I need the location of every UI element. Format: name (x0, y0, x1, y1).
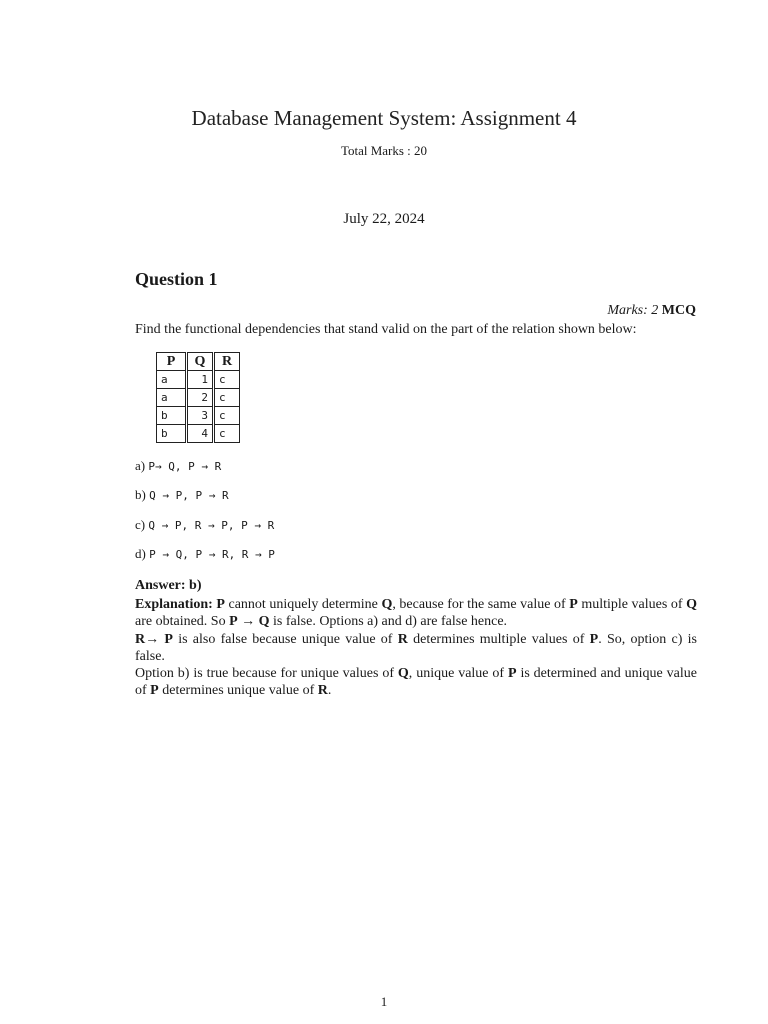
symbol: Q (381, 597, 393, 612)
explanation-text: determines multiple values of (407, 631, 590, 647)
option-text: Q → P, P → R (149, 489, 229, 502)
explanation-text: Option b) is true because for unique values of (135, 666, 398, 682)
table-cell: c (214, 407, 240, 425)
answer: Answer: b) (135, 578, 202, 593)
explanation-text: is determined and unique value of (135, 666, 697, 699)
total-marks: Total Marks : 20 (340, 143, 428, 158)
document-date: July 22, 2024 (343, 211, 425, 227)
symbol: P (229, 614, 238, 630)
explanation-text: . (327, 683, 332, 699)
explanation-text: , because for the same value of (392, 597, 570, 612)
option-c (135, 517, 274, 533)
explanation-text: → (145, 631, 165, 647)
table-row (157, 371, 240, 389)
explanation-text: is false. Options a) and d) are false hence. (269, 614, 508, 630)
question-type: MCQ (661, 303, 696, 318)
table-cell: 1 (187, 371, 214, 389)
table-cell: b (157, 407, 187, 425)
table-header-row (157, 353, 240, 371)
symbol: Q (258, 614, 270, 630)
explanation-label: Explanation: (135, 597, 213, 612)
symbol: P (164, 631, 173, 647)
explanation-text: . So, option c) is false. (135, 631, 698, 664)
table-cell: c (214, 389, 240, 407)
option-b (135, 487, 229, 503)
table-row (157, 425, 240, 443)
page-number: 1 (380, 994, 388, 1009)
symbol: R (397, 631, 408, 647)
option-label: b) (135, 487, 146, 502)
symbol: Q (397, 666, 409, 682)
table-cell: b (157, 425, 187, 443)
table-cell: 3 (187, 407, 214, 425)
explanation-text: multiple values of (577, 597, 687, 612)
option-text: P → Q, P → R, R → P (149, 548, 275, 561)
table-cell: c (214, 425, 240, 443)
option-label: d) (135, 546, 146, 561)
symbol: R (135, 631, 146, 647)
table-row (157, 407, 240, 425)
option-text: Q → P, R → P, P → R (148, 519, 275, 532)
symbol: P (216, 597, 225, 612)
symbol: Q (686, 597, 697, 612)
option-label: a) (135, 458, 146, 473)
explanation-text: are obtained. So (135, 614, 230, 630)
explanation-text: is also false because unique value of (172, 631, 398, 647)
option-d (135, 546, 275, 562)
marks-value: Marks: 2 (607, 303, 659, 318)
explanation-text: cannot uniquely determine (224, 597, 382, 612)
table-row (157, 389, 240, 407)
option-a (135, 458, 221, 474)
column-header: R (214, 353, 240, 371)
table-cell: a (157, 389, 187, 407)
explanation-text: determines unique value of (158, 683, 318, 699)
symbol: P (569, 597, 578, 612)
explanation-text: → (237, 614, 259, 630)
symbol: R (317, 683, 328, 699)
explanation (135, 596, 697, 700)
table-cell: 2 (187, 389, 214, 407)
explanation-text: , unique value of (408, 666, 508, 682)
table-cell: c (214, 371, 240, 389)
marks-label (607, 303, 696, 319)
option-label: c) (135, 517, 146, 532)
question-text: Find the functional dependencies that stand valid on the part of the relation shown below: (135, 322, 637, 337)
table-cell: a (157, 371, 187, 389)
column-header: Q (187, 353, 214, 371)
question-heading: Question 1 (135, 269, 218, 289)
symbol: P (150, 683, 159, 699)
column-header: P (157, 353, 187, 371)
relation-table (156, 352, 240, 443)
symbol: P (507, 666, 517, 682)
option-text: P→ Q, P → R (148, 460, 222, 473)
symbol: P (589, 631, 599, 647)
document-title: Database Management System: Assignment 4 (191, 106, 577, 130)
table-cell: 4 (187, 425, 214, 443)
